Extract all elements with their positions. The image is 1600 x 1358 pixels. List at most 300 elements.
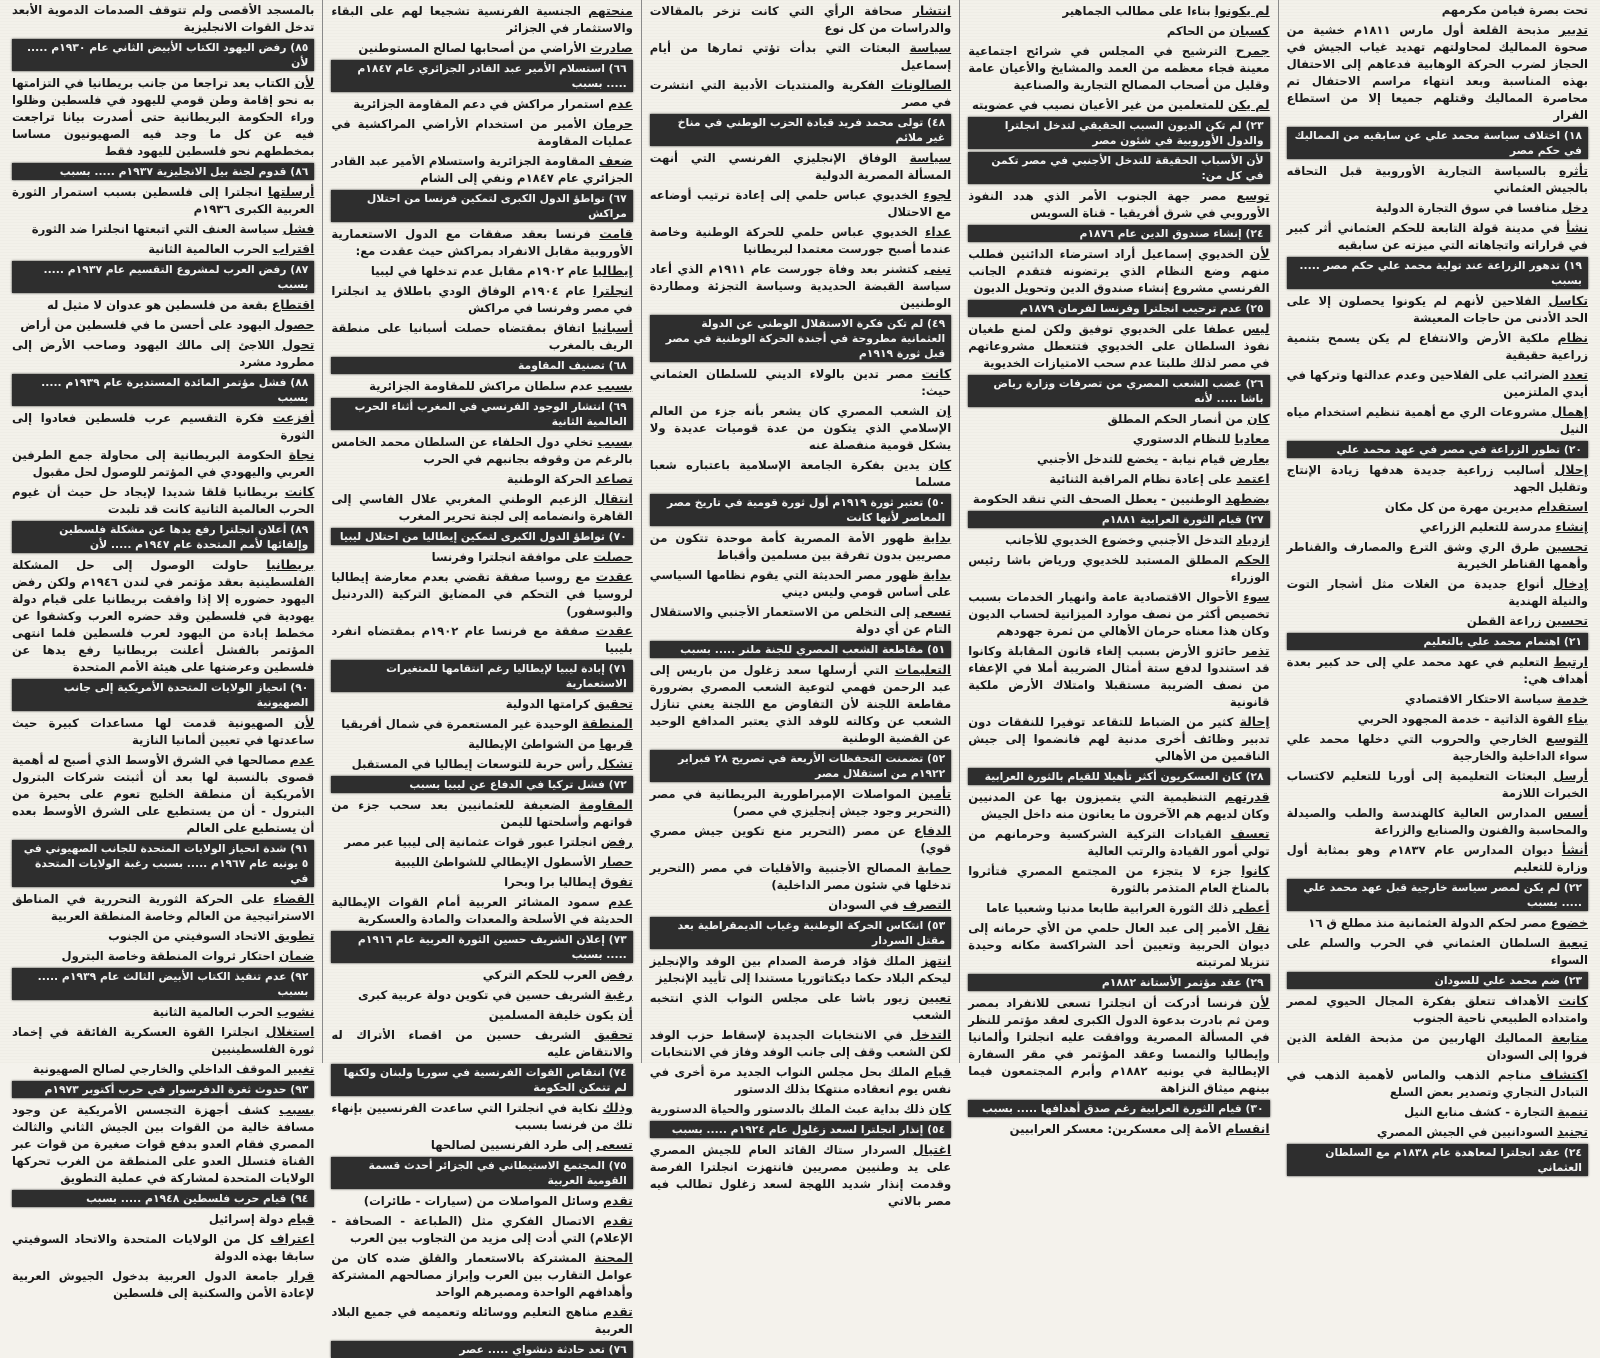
keyword: يضطهد — [1225, 491, 1270, 506]
keyword: تأثره — [1559, 163, 1588, 178]
bullet-text: وسائل المواصلات من (سيارات - طائرات) — [363, 1194, 599, 1208]
bullet-point — [12, 240, 314, 258]
bullet-text: كرامتها الدولية — [505, 697, 590, 711]
bullet-text: الترشيح في المجلس في شرائح اجتماعية معينة فجاء معظمه من العمد والمشايخ والأعيان عامة وقليل من أصحاب المصالح التجارية والصناعية — [968, 44, 1270, 92]
keyword: اقتطاع — [271, 297, 315, 312]
bullet-point — [12, 409, 314, 444]
bullet-point — [331, 433, 632, 468]
bullet-text: اليهود على أحسن ما في فلسطين من أراض — [20, 318, 271, 332]
bullet-point — [331, 622, 632, 657]
bullet-point — [331, 853, 632, 871]
bullet-text: الخارجي والحروب التي دخلها محمد علي سواء الداخلية والخارجية — [1286, 732, 1588, 763]
bullet-text: مذبحة القلعة أول مارس ١٨١١م خشية من صحوة المماليك لمحاولتهم تهديد غياب الجيش في الحجاز لضرب الحركة الوهابية فدعاهم إلى الاحتفال بهذه المناسبة وبعد انتهاء مراسم الاحتفال تم محاصرة المماليك وقتلهم جميعا إلا من استطاع الفرار — [1286, 23, 1588, 122]
bullet-text: الزعيم الوطني المغربي علال الفاسي إلى القاهرة وانضمامه إلى لجنة تحرير المغرب — [331, 492, 633, 523]
bullet-text: الموقف الداخلي والخارجي لصالح الصهيونية — [32, 1062, 281, 1076]
keyword: أرسل — [1553, 768, 1588, 783]
bullet-text: رأس حربة للتوسعات إيطاليا في المستقبل — [351, 757, 594, 771]
bullet-text: الشريف حسين في تكوين دولة عربية كبرى — [357, 988, 601, 1002]
bullet-text: الجنسية الفرنسية تشجيعا لهم على البقاء والاستثمار في الجزائر — [331, 4, 633, 35]
keyword: بداية — [922, 530, 952, 545]
keyword: دخل — [1561, 200, 1588, 215]
bullet-text: قيام نيابة - يخضع للتدخل الأجنبي — [1037, 452, 1226, 466]
keyword: أسبانيا — [592, 320, 633, 335]
section-heading: ٩١) شدة انحياز الولايات المتحدة للجانب الصهيوني في ٥ يونيه عام ١٩٦٧م ..... بسبب رغبة الولايات المتحدة في — [12, 840, 314, 887]
bullet-point — [650, 1141, 951, 1210]
bullet-point — [650, 76, 951, 111]
keyword: معاديا — [1234, 431, 1270, 446]
keyword: اعتراف — [270, 1231, 315, 1246]
bullet-text: القيادات التركية الشركسية وحرمانهم من تولي أمور القيادة والرتب العالية — [968, 827, 1270, 858]
keyword: ضعف — [599, 153, 633, 168]
keyword: توسع — [1236, 188, 1270, 203]
section-heading: ٦٧) تواطؤ الدول الكبرى لتمكين فرنسا من احتلال مراكش — [331, 190, 632, 222]
keyword: أفزعت — [272, 410, 315, 425]
bullet-point — [331, 893, 632, 928]
bullet-text: احتكار ثروات المنطقة وخاصة البترول — [61, 949, 275, 963]
bullet-text: في السودان — [828, 898, 899, 912]
bullet-point — [12, 1060, 314, 1078]
bullet-point — [12, 751, 314, 837]
keyword: تقدم — [602, 1193, 633, 1208]
bullet-text: كثير من الضباط للتقاعد توفيرا للنفقات دون تدبير وظائف أخرى مدنية لهم فانضموا إلى جيش الناقمين من الأهالي — [968, 715, 1270, 763]
bullet-point — [331, 548, 632, 566]
bullet-point — [12, 220, 314, 238]
column-2 — [959, 0, 1277, 1136]
bullet-text: على موافقة انجلترا وفرنسا — [431, 550, 590, 564]
bullet-point — [968, 588, 1269, 640]
bullet-point — [12, 1101, 314, 1187]
bullet-text: التجارة - كشف منابع النيل — [1404, 1105, 1554, 1119]
bullet-text: المواصلات الإمبراطورية البريطانية في مصر (التحرير وجود جيش إنجليزي في مصر) — [649, 787, 952, 818]
bullet-point — [1287, 498, 1588, 516]
section-heading: ٦٩) انتشار الوجود الفرنسي في المغرب أثناء الحرب العالمية الثانية — [331, 398, 632, 430]
keyword: سياسة — [909, 40, 952, 55]
bullet-point — [1287, 767, 1588, 802]
section-heading: ٢٧) قيام الثورة العرابية ١٨٨١م — [968, 511, 1269, 528]
keyword: تعدد — [1562, 367, 1588, 382]
section-heading: ٨٦) قدوم لجنة بيل الانجليزية ١٩٣٧م ..... بسبب — [12, 163, 314, 180]
section-heading: ٩٤) قيام حرب فلسطين ١٩٤٨م ..... بسبب — [12, 1190, 314, 1207]
bullet-text: تخلي دول الحلفاء عن السلطان محمد الخامس بالرغم من وقوفه بجانبهم في الحرب — [331, 435, 633, 466]
bullet-point — [12, 556, 314, 676]
keyword: رغبة — [604, 987, 633, 1002]
section-heading: لأن الأسباب الحقيقة للتدخل الأجنبي في مصر تكمن في كل من: — [968, 152, 1269, 184]
bullet-text: الأمير إلى عبد العال حلمي من الأي حرمانه إلى ديوان الحربية وتعيين أحد الشراكسة مكانه وحيدة تنزيلا لمرتبته — [968, 921, 1270, 969]
keyword: استقدام — [1537, 499, 1588, 514]
bullet-text: الكتاب يعد تراجعا من جانب بريطانيا في التزامتها به نحو إقامة وطن قومي لليهود في فلسطين وظلوا وراء الحكومة البريطانية حتى أصدرت بيانا تراجعت فيه عن كل ما وجد فيه الصهيونيون مساسا بمخططهم نحو فلسطين لليهود فقط — [11, 76, 315, 158]
bullet-point — [331, 1136, 632, 1154]
bullet-point — [650, 456, 951, 491]
bullet-point — [331, 115, 632, 150]
bullet-text: بالسياسة التجارية الأوروبية قبل التحاقه بالجيش العثماني — [1286, 164, 1588, 195]
bullet-point — [1287, 1029, 1588, 1064]
keyword: اكتشاف — [1539, 1067, 1588, 1082]
bullet-text: بالمسجد الأقصى ولم تتوقف الصدمات الدموية الأبعد تدخل القوات الانجليزية — [11, 3, 315, 34]
bullet-point — [12, 714, 314, 749]
bullet-point — [331, 986, 632, 1004]
bullet-point — [1287, 804, 1588, 839]
bullet-point — [650, 1063, 951, 1098]
bullet-point — [968, 899, 1269, 917]
section-heading: ٩٢) عدم تنفيذ الكتاب الأبيض الثالث عام ١٩٣٩م ..... بسبب — [12, 968, 314, 1000]
keyword: تحول — [282, 337, 315, 352]
keyword: المنطقة — [582, 716, 633, 731]
keyword: التدخل — [910, 1027, 952, 1042]
column-1 — [1278, 0, 1596, 1174]
bullet-point — [650, 529, 951, 564]
bullet-point — [12, 2, 314, 36]
bullet-text: دولة إسرائيل — [208, 1212, 284, 1226]
bullet-text: إيطاليا برا وبحرا — [504, 875, 597, 889]
bullet-point — [1287, 403, 1588, 438]
section-heading: ٢٤) إنشاء صندوق الدين عام ١٨٧٦م — [968, 225, 1269, 242]
section-heading: ٧٣) إعلان الشريف حسين الثورة العربية عام ١٩١٦م ..... بسبب — [331, 931, 632, 963]
section-heading: ١٩) تدهور الزراعة عند تولية محمد علي حكم مصر ..... بسبب — [1287, 257, 1588, 289]
bullet-point — [968, 320, 1269, 372]
bullet-text: ذلك الثورة العرابية طابعا مدنيا وشعبيا عاما — [986, 901, 1229, 915]
bullet-point — [1287, 730, 1588, 765]
bullet-point — [331, 1099, 632, 1134]
bullet-text: صحافة الرأي التي كانت تزخر بالمقالات والدراسات من كل نوع — [649, 4, 952, 35]
bullet-point — [650, 989, 951, 1024]
bullet-point — [1287, 1103, 1588, 1121]
bullet-point — [1287, 461, 1588, 496]
keyword: حصول — [274, 317, 315, 332]
bullet-point — [331, 695, 632, 713]
bullet-text: ذلك بداية عبث الملك بالدستور والحياة الدستورية — [650, 1102, 925, 1116]
bullet-point — [331, 1249, 632, 1301]
keyword: حصار — [599, 854, 633, 869]
section-heading: ١٨) اختلاف سياسة محمد علي عن سابقيه من المماليك في حكم مصر — [1287, 127, 1588, 159]
bullet-text: بناءا على مطالب الجماهير — [1062, 4, 1211, 18]
bullet-point — [1287, 575, 1588, 610]
keyword: عدم — [289, 752, 315, 767]
bullet-point — [12, 183, 314, 218]
keyword: كسبان — [1229, 23, 1270, 38]
section-heading: ٧٤) انتقاص القوات الفرنسية في سوريا ولبنان ولكنها لم تتمكن الحكومة — [331, 1064, 632, 1096]
bullet-point — [12, 1003, 314, 1021]
bullet-point — [1287, 292, 1588, 327]
bullet-text: الوفاق الإنجليزي الفرنسي التي أنهت المسألة المصرية الدولية — [649, 151, 952, 182]
keyword: المقاومة — [579, 797, 633, 812]
bullet-text: أنواع جديدة من الغلات مثل أشجار التوت والنيلة الهندية — [1286, 577, 1588, 608]
section-heading: ٧٢) فشل تركيا في الدفاع عن ليبيا بسبب — [331, 776, 632, 793]
bullet-point — [968, 531, 1269, 549]
bullet-point — [968, 862, 1269, 897]
bullet-text: مشروعات الري مع أهمية تنظيم استخدام مياه النيل — [1286, 405, 1588, 436]
bullet-text: منافسا في سوق التجارة الدولية — [1375, 201, 1558, 215]
bullet-point — [331, 755, 632, 773]
keyword: نشأ — [1566, 220, 1588, 235]
bullet-text: العرب للحكم التركي — [482, 968, 597, 982]
keyword: نشوب — [276, 1004, 315, 1019]
section-heading: ٢٨) كان العسكريون أكثر تأهيلا للقيام بالثورة العرابية — [968, 768, 1269, 785]
bullet-point — [12, 446, 314, 481]
bullet-point — [968, 245, 1269, 297]
bullet-text: من أنصار الحكم المطلق — [1107, 412, 1244, 426]
keyword: أنشأ — [1561, 842, 1588, 857]
bullet-point — [650, 859, 951, 894]
keyword: صادرت — [590, 40, 633, 55]
bullet-point — [12, 947, 314, 965]
bullet-point — [331, 1006, 632, 1024]
section-heading: ٥٢) تضمنت التحفظات الأربعة في تصريح ٢٨ فبراير ١٩٢٢م من استقلال مصر — [650, 750, 951, 782]
keyword: متابعة — [1551, 1030, 1588, 1045]
bullet-text: جامعة الدول العربية بدخول الجيوش العربية لإعادة الأمن والسكنية إلى فلسطين — [11, 1269, 315, 1300]
keyword: تحقيق — [594, 696, 633, 711]
bullet-point — [331, 470, 632, 488]
bullet-point — [1287, 992, 1588, 1027]
keyword: حماية — [917, 860, 952, 875]
bullet-text: ديوان المدارس عام ١٨٣٧م وهو بمثابة أول وزارة للتعليم — [1286, 843, 1588, 874]
bullet-point — [968, 551, 1269, 586]
bullet-point — [1287, 329, 1588, 364]
keyword: ضمان — [278, 948, 315, 963]
keyword: اغتيال — [912, 1142, 952, 1157]
keyword: الصالونات — [891, 77, 952, 92]
keyword: نظام — [1557, 330, 1588, 345]
bullet-text: المماليك الهاربين من مذبحة القلعة الذين فروا إلى السودان — [1286, 1031, 1588, 1062]
bullet-text: الأحوال الاقتصادية عامة وانهيار الخدمات بسبب تخصيص أكثر من نصف موارد الميزانية لحساب الديون وكان هذا معناه حرمان الأهالي من ثمرة جهودهم — [968, 590, 1270, 638]
bullet-text: عطفا على الخديوي توفيق ولكن لمنع طغيان نفوذ السلطان على الخديوي فتتعطل مشروعاتهم في مصر لذلك طلبتا عدم سحب الامتيازات الخديوية — [968, 322, 1270, 370]
column-5 — [4, 0, 322, 1300]
keyword: إنشاء — [1555, 519, 1588, 534]
bullet-point — [331, 966, 632, 984]
bullet-text: كل من الولايات المتحدة والاتحاد السوفيتي سابقا بهذه الدولة — [11, 1232, 315, 1263]
keyword: رفض — [600, 967, 633, 982]
keyword: تغيير — [284, 1061, 315, 1076]
keyword: بريطانيا — [266, 557, 315, 572]
bullet-text: الفلاحين لأنهم لم يكونوا يحصلون إلا على الحد الأدنى من حاجات المعيشة — [1286, 294, 1588, 325]
keyword: قرار — [287, 1268, 315, 1283]
bullet-text: عدم سلطان مراكش للمقاومة الجزائرية — [369, 379, 594, 393]
bullet-point — [331, 377, 632, 395]
section-heading: ٧١) إبادة ليبيا لإيطاليا رغم انتقامها للمتغيرات الاستعمارية — [331, 660, 632, 692]
bullet-text: عن مصر (التحرير منع تكوين جيش مصري قوي) — [649, 824, 952, 855]
bullet-point — [331, 2, 632, 37]
keyword: بسبب — [597, 378, 633, 393]
bullet-text: المصالح الأجنبية والأقليات في مصر (التحرير تدخلها في شئون مصر الداخلية) — [649, 861, 952, 892]
bullet-text: التدخل الأجنبي وخضوع الخديوي للأجانب — [1005, 533, 1233, 547]
bullet-text: بقعة من فلسطين هو عدوان لا مثيل له — [46, 298, 268, 312]
bullet-text: التعليم في عهد محمد علي إلى حد كبير بعدة أهداف هي: — [1286, 655, 1588, 686]
keyword: تبنى — [923, 261, 952, 276]
bullet-text: مصر لحكم الدولة العثمانية منذ مطلع ق ١٦ — [1308, 916, 1547, 930]
section-heading: ٥٠) تعتبر ثورة ١٩١٩م أول ثورة قومية في تاريخ مصر المعاصر لأنها كانت — [650, 494, 951, 526]
bullet-point — [650, 603, 951, 638]
bullet-text: مصر تدين بالولاء الديني للسلطان العثماني حيث: — [649, 367, 952, 398]
keyword: بسبب — [278, 1102, 315, 1117]
bullet-text: صفقة مع فرنسا عام ١٩٠٢م بمقتضاه انفرد بليبيا — [331, 624, 633, 655]
bullet-point — [968, 713, 1269, 765]
keyword: ارتبط — [1553, 654, 1588, 669]
keyword: تحسين — [1545, 539, 1588, 554]
keyword: تذمر — [1242, 643, 1270, 658]
column-4 — [322, 0, 640, 1356]
keyword: التوسع — [1545, 731, 1588, 746]
bullet-point — [331, 796, 632, 831]
bullet-text: أساليب زراعية جديدة هدفها زيادة الإنتاج وتقليل الجهد — [1286, 463, 1588, 494]
bullet-point — [650, 39, 951, 74]
bullet-text: في مدينة قولة التابعة للحكم العثماني أثر كبير في قراراته واتجاهاته التي ميزته عن سابقيه — [1286, 221, 1588, 252]
bullet-point — [968, 22, 1269, 40]
bullet-point — [650, 149, 951, 184]
bullet-point — [331, 1212, 632, 1247]
bullet-text: على إعادة نظام المراقبة الثنائية — [1049, 472, 1233, 486]
keyword: الدفاع — [913, 823, 952, 838]
keyword: تسعى — [595, 1137, 633, 1152]
bullet-text: انجلترا القوة العسكرية الفائقة في إخماد ثورة الفلسطينيين — [11, 1025, 315, 1056]
bullet-point — [1287, 518, 1588, 536]
section-heading: ٨٥) رفض اليهود الكتاب الأبيض الثاني عام ١٩٣٠م ..... لأن — [12, 39, 314, 71]
keyword: انتقال — [594, 491, 633, 506]
keyword: تحسين — [1545, 613, 1588, 628]
section-heading: ٧٥) المجتمع الاستيطاني في الجزائر أحدث قسمة القومية العربية — [331, 1157, 632, 1189]
bullet-text: ظهور الأمة المصرية كأمة موحدة تتكون من مصريين بدون تفرقة بين مسلمين وأقباط — [649, 531, 952, 562]
bullet-point — [968, 994, 1269, 1097]
keyword: قربها — [599, 736, 633, 751]
keyword: المحنة — [594, 1250, 633, 1265]
bullet-text: الأهداف تتعلق بفكرة المجال الحيوي لمصر وامتداده الطبيعي ناحية الجنوب — [1286, 994, 1588, 1025]
bullet-text: انجلترا عبور قوات عثمانية إلى ليبيا عبر مصر — [344, 835, 597, 849]
bullet-text: سياسة الاحتكار الاقتصادي — [1404, 692, 1553, 706]
bullet-text: نكاية في انجلترا التي ساعدت الفرنسيين بإنهاء تلك من فرنسا بسبب — [331, 1101, 633, 1132]
bullet-point — [331, 1026, 632, 1061]
keyword: أن — [617, 1007, 633, 1022]
bullet-text: التي أرسلها سعد زغلول من باريس إلى عبد الرحمن فهمي لتوعية الشعب المصري بضرورة مقاطعة اللجنة لأن التفاوض مع اللجنة يعني تنازل الشعب عن وكالته للوفد الذي يعتبر المدافع الوحيد عن القضية الوطنية — [649, 663, 952, 745]
keyword: إدخال — [1553, 576, 1588, 591]
keyword: التصرف — [902, 897, 952, 912]
section-heading: ٢٣) ضم محمد علي للسودان — [1287, 972, 1588, 989]
bullet-point — [968, 490, 1269, 508]
keyword: انتهز — [921, 953, 952, 968]
keyword: إيطاليا — [592, 263, 633, 278]
bullet-text: المطلق المستبد للخديوي ورياض باشا رئيس الوزراء — [968, 553, 1270, 584]
bullet-text: للمتعلمين من غير الأعيان نصيب في عضويته — [972, 98, 1224, 112]
keyword: عدم — [608, 894, 633, 909]
keyword: عقدت — [595, 569, 633, 584]
bullet-point — [331, 568, 632, 620]
keyword: رفض — [600, 834, 633, 849]
keyword: وذلك — [602, 1100, 633, 1115]
bullet-text: طرق الري وشق الترع والمصارف والقناطر وأهمها القناطر الخيرية — [1286, 540, 1588, 571]
bullet-point — [12, 1023, 314, 1058]
bullet-text: فرنسا بعقد صفقات مع الدول الاستعمارية الأوروبية مقابل الانفراد بمراكش حيث عقدت مع: — [331, 227, 633, 258]
keyword: خضوع — [1550, 915, 1588, 930]
section-heading: ٥٤) إنذار انجلترا لسعد زغلول عام ١٩٢٤م ..... بسبب — [650, 1121, 951, 1138]
bullet-point — [968, 410, 1269, 428]
keyword: إن — [936, 403, 952, 418]
keyword: عداء — [924, 224, 952, 239]
keyword: كان — [928, 1101, 952, 1116]
section-heading: ٣٠) قيام الثورة العرابية رغم صدق أهدافها ..... بسبب — [968, 1100, 1269, 1117]
bullet-text: سياسة العنف التي اتبعتها انجلترا ضد الثورة — [31, 222, 279, 236]
bullet-text: المدارس العالية كالهندسة والطب والصيدلة والمحاسبة والفنون والصنايع والزراعة — [1286, 806, 1588, 837]
keyword: نقل — [1244, 920, 1270, 935]
bullet-text: ظهور مصر الحديثة التي يقوم نظامها السياسي على أساس قومي وليس ديني — [649, 568, 952, 599]
bullet-text: المقاومة الجزائرية واستسلام الأمير عبد القادر الجزائري عام ١٨٤٧م ونفي إلى الشام — [331, 154, 633, 185]
keyword: بسبب — [597, 434, 633, 449]
bullet-point — [12, 74, 314, 160]
keyword: تدبير — [1558, 22, 1588, 37]
section-heading: ٥١) مقاطعة الشعب المصري للجنة ملنر ..... بسبب — [650, 641, 951, 658]
bullet-text: يكون خليفة المسلمين — [488, 1008, 614, 1022]
keyword: تكاسل — [1548, 293, 1588, 308]
keyword: قيام — [287, 1211, 315, 1226]
section-heading: ٢٩) عقد مؤتمر الأستانة ١٨٨٢م — [968, 974, 1269, 991]
bullet-point — [12, 483, 314, 518]
keyword: تبعية — [1558, 935, 1588, 950]
bullet-text: تحت بصرة فيامن مكرمهم — [1441, 3, 1588, 17]
bullet-text: مديرين مهرة من كل مكان — [1384, 500, 1534, 514]
keyword: تأمين — [918, 786, 952, 801]
bullet-text: الخديوي عباس حلمي إلى إعادة ترتيب أوضاعه مع الاحتلال — [649, 188, 952, 219]
bullet-point — [968, 187, 1269, 222]
bullet-point — [331, 225, 632, 260]
bullet-point — [1287, 1066, 1588, 1101]
bullet-text: البعثات التعليمية إلى أوربا للتعليم لاكتساب الخبرات اللازمة — [1286, 769, 1588, 800]
keyword: كان — [928, 457, 952, 472]
bullet-point — [1287, 366, 1588, 401]
bullet-text: سمود المشائر العربية أمام القوات الإيطالية الحديثة في الأسلحة والمعدات والمادة والعسكرية — [331, 895, 633, 926]
bullet-point — [331, 873, 632, 891]
keyword: تجنيد — [1557, 1124, 1588, 1139]
bullet-text: الأمة إلى معسكرين: معسكر العرابيين — [1009, 1122, 1222, 1136]
bullet-point — [331, 152, 632, 187]
bullet-text: عام ١٩٠٢م مقابل عدم تدخلها في ليبيا — [370, 264, 589, 278]
keyword: كانت — [284, 484, 315, 499]
bullet-text: الأراضي من أصحابها لصالح المستوطنين — [358, 41, 587, 55]
bullet-text: الشريف حسين من اقصاء الأتراك له والانتقاض عليه — [331, 1028, 633, 1059]
bullet-point — [12, 1230, 314, 1265]
keyword: اقتراب — [272, 241, 315, 256]
keyword: تحقيق — [594, 1027, 633, 1042]
keyword: كانت — [1558, 993, 1588, 1008]
keyword: عقدت — [595, 623, 633, 638]
bullet-point — [968, 42, 1269, 94]
bullet-point — [650, 822, 951, 857]
keyword: انقسام — [1225, 1121, 1270, 1136]
keyword: بداية — [922, 567, 952, 582]
bullet-text: التنظيمية التي يتميزون بها عن المدنيين وكان لديهم هم الآخرون ما يعانون منه داخل الجيش — [968, 790, 1270, 821]
keyword: أعطى — [1232, 900, 1270, 915]
bullet-text: حائزو الأرض بسبب إلغاء قانون المقابلة وكانوا قد استندوا لدفع ستة أمثال الضريبة أملا في الإعفاء من نصف الضريبة مستقبلا وامتلاك الأرض ملكية قانونية — [968, 644, 1270, 709]
section-heading: ٤٩) لم تكن فكرة الاستقلال الوطني عن الدولة العثمانية مطروحة في أجندة الحركة الوطنية في مصر قبل ثورة ١٩١٩م — [650, 315, 951, 362]
bullet-text: جزء لا يتجزء من المجتمع المصري فتأثروا بالمناخ العام المتذمر بالثورة — [968, 864, 1270, 895]
bullet-text: حاولت الوصول إلى حل المشكلة الفلسطينية بعقد مؤتمر في لندن ١٩٤٦م ولكن رفض اليهود حضوره إلا إذا وافقت بريطانيا على قيام دولة يهودية في فلسطين وقد حضره العرب وكشفوا عن مخطط إبادة من اليهود لعرب فلسطين فلما انتهى المؤتمر بالفشل أعلنت بريطانيا رفع يدها عن فلسطين وعرضتها على هيئة الأمم المتحدة — [11, 558, 315, 674]
bullet-point — [968, 919, 1269, 971]
keyword: كانت — [921, 366, 952, 381]
section-heading: ٩٣) حدوث ثغرة الدفرسوار في حرب أكتوبر ١٩٧٣م — [12, 1081, 314, 1098]
keyword: الحكم — [1234, 552, 1270, 567]
bullet-point — [650, 2, 951, 37]
section-heading: ٧٦) تعد حادثة دنشواي ..... عصر — [331, 1341, 632, 1358]
keyword: تعيين — [918, 990, 952, 1005]
section-heading: ٥٣) انتكاس الحركة الوطنية وغياب الديمقراطية بعد مقتل السردار — [650, 917, 951, 949]
keyword: ازدياد — [1236, 532, 1270, 547]
section-heading: ٢٠) تطور الزراعة في مصر في عهد محمد علي — [1287, 441, 1588, 458]
section-heading: ٨٨) فشل مؤتمر المائدة المستديرة عام ١٩٣٩م ..... بسبب — [12, 374, 314, 406]
bullet-point — [1287, 162, 1588, 197]
keyword: القضاء — [273, 891, 315, 906]
bullet-text: في الانتخابات الجديدة لإسقاط حزب الوفد لكن الشعب وقف إلى جانب الوفد وفاز في الانتخابات — [649, 1028, 952, 1059]
bullet-point — [650, 365, 951, 400]
bullet-text: عام ١٩٠٤م الوفاق الودي باطلاق يد انجلترا في مصر وفرنسا في مراكش — [331, 284, 633, 315]
keyword: منحتهم — [588, 3, 633, 18]
keyword: اعتمد — [1236, 471, 1270, 486]
bullet-text: مع روسيا صفقة تقضي بعدم معارضة إيطاليا لروسيا في التحكم في المضايق التركية (الدردنيل والبوسفور) — [331, 570, 633, 618]
bullet-text: مناجم الذهب والماس لأهمية الذهب في التبادل التجاري وتصدير بعض السلع — [1286, 1068, 1588, 1099]
